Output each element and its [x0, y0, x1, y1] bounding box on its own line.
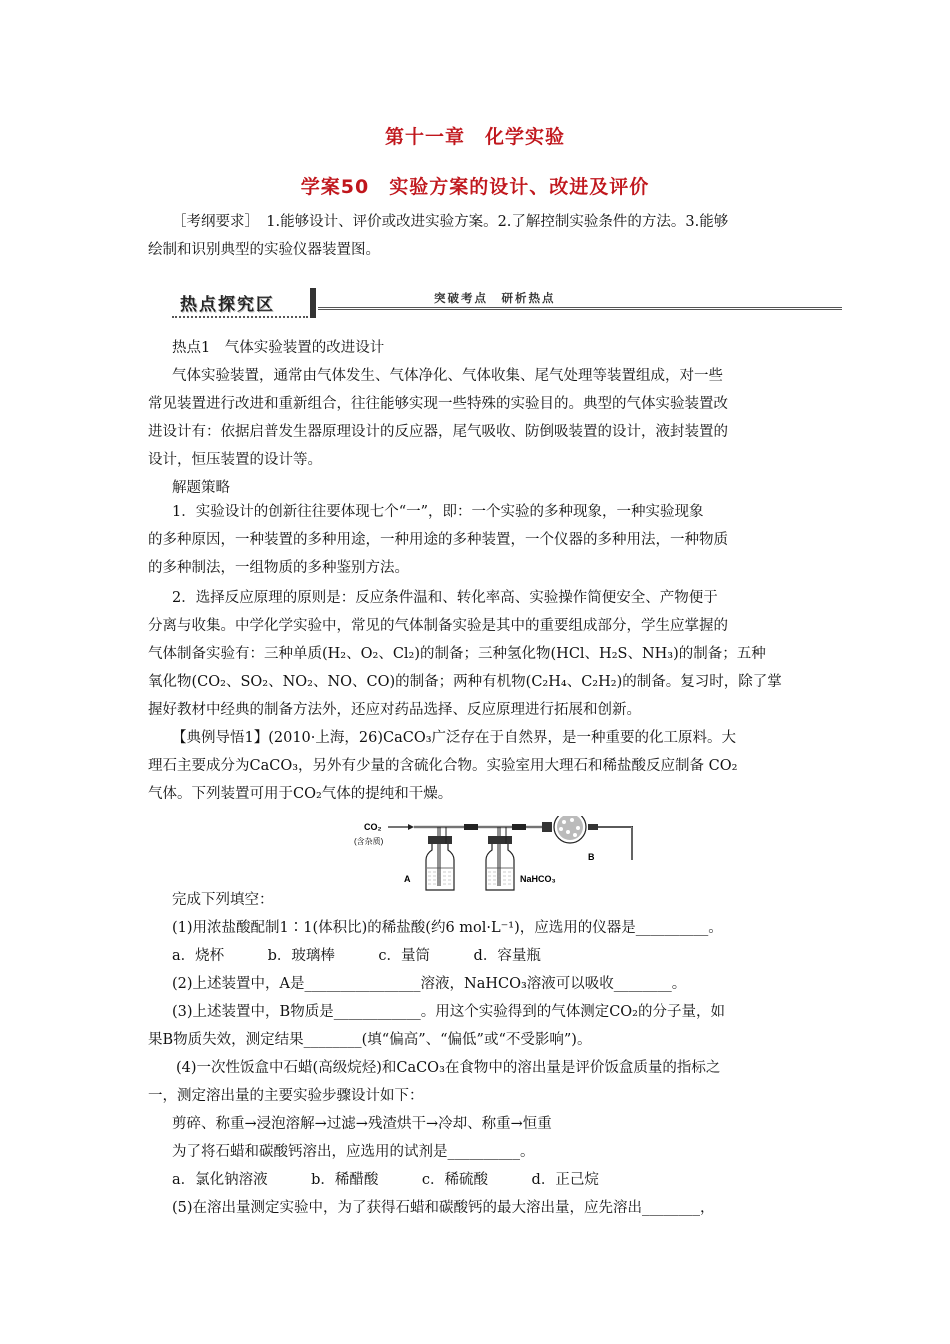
question-5: (5)在溶出量测定实验中，为了获得石蜡和碳酸钙的最大溶出量，应先溶出________， — [172, 1200, 715, 1216]
question-1: (1)用浓盐酸配制1∶1(体积比)的稀盐酸(约6 mol·L⁻¹)，应选用的仪器是__________。 — [172, 920, 723, 936]
banner-rule — [318, 307, 842, 310]
diagram-label-co2: CO₂ — [364, 822, 382, 832]
question-intro: 完成下列填空： — [172, 892, 274, 908]
question-4-options: a．氯化钠溶液 b．稀醋酸 c．稀硫酸 d．正己烷 — [172, 1172, 599, 1188]
question-3-line-1: (3)上述装置中，B物质是____________。用这个实验得到的气体测定CO₂的分子量，如 — [172, 1004, 725, 1020]
apparatus-diagram — [342, 816, 642, 892]
banner-divider-bar — [310, 288, 316, 318]
strategy-1-line-3: 的多种制法，一组物质的多种鉴别方法。 — [148, 560, 409, 576]
hotspot-body-line-1: 气体实验装置，通常由气体发生、气体净化、气体收集、尾气处理等装置组成，对一些 — [172, 368, 723, 384]
question-3-line-2: 果B物质失效，测定结果________(填“偏高”、“偏低”或“不受影响”)。 — [148, 1032, 592, 1048]
chapter-title: 第十一章 化学实验 — [384, 126, 565, 148]
strategy-1-line-2: 的多种原因，一种装置的多种用途，一种用途的多种装置，一个仪器的多种用法，一种物质 — [148, 532, 728, 548]
section-banner — [172, 288, 842, 322]
strategy-2-line-3: 气体制备实验有：三种单质(H₂、O₂、Cl₂)的制备；三种氢化物(HCl、H₂S、NH₃)的制备；五种 — [148, 646, 766, 662]
drying-bulb-b — [542, 816, 632, 860]
question-4-line-2: 一，测定溶出量的主要实验步骤设计如下： — [148, 1088, 424, 1104]
banner-subtitle: 突破考点 研析热点 — [430, 290, 560, 306]
requirements-line-2: 绘制和识别典型的实验仪器装置图。 — [148, 242, 380, 258]
hotspot-heading: 热点1 气体实验装置的改进设计 — [172, 340, 385, 356]
inlet-tube-a — [438, 827, 440, 886]
hotspot-body-line-4: 设计，恒压装置的设计等。 — [148, 452, 322, 468]
inlet-tube-b — [498, 827, 500, 886]
lesson-title: 学案50 实验方案的设计、改进及评价 — [300, 176, 650, 198]
strategy-2-line-2: 分离与收集。中学化学实验中，常见的气体制备实验是其中的重要组成部分，学生应掌握的 — [148, 618, 728, 634]
strategy-heading: 解题策略 — [172, 480, 230, 496]
banner-title: 热点探究区 — [180, 295, 275, 315]
diagram-label-a: A — [404, 874, 411, 884]
arrow-head — [408, 824, 414, 830]
question-4-prompt: 为了将石蜡和碳酸钙溶出，应选用的试剂是__________。 — [172, 1144, 535, 1160]
question-4-steps: 剪碎、称重→浸泡溶解→过滤→残渣烘干→冷却、称重→恒重 — [172, 1116, 552, 1132]
hotspot-body-line-2: 常见装置进行改进和重新组合，往往能够实现一些特殊的实验目的。典型的气体实验装置改 — [148, 396, 728, 412]
rubber-joint — [512, 824, 526, 830]
rubber-joint — [464, 824, 478, 830]
strategy-1-line-1: 1．实验设计的创新往往要体现七个“一”，即：一个实验的多种现象，一种实验现象 — [172, 504, 704, 520]
diagram-label-nahco3: NaHCO₃ — [520, 874, 556, 884]
hotspot-body-line-3: 进设计有：依据启普发生器原理设计的反应器，尾气吸收、防倒吸装置的设计，液封装置的 — [148, 424, 728, 440]
example-line-2: 理石主要成分为CaCO₃，另外有少量的含硫化合物。实验室用大理石和稀盐酸反应制备 CO₂ — [148, 758, 738, 774]
diagram-label-impurity: (含杂质) — [354, 837, 384, 846]
question-2: (2)上述装置中，A是________________溶液，NaHCO₃溶液可以吸收________。 — [172, 976, 687, 992]
question-1-options: a．烧杯 b．玻璃棒 c．量筒 d．容量瓶 — [172, 948, 541, 964]
question-4-line-1: (4)一次性饭盒中石蜡(高级烷烃)和CaCO₃在食物中的溶出量是评价饭盒质量的指标之 — [176, 1060, 721, 1076]
requirements-line-1: ［考纲要求］ 1.能够设计、评价或改进实验方案。2.了解控制实验条件的方法。3.能够 — [172, 214, 729, 230]
strategy-2-line-1: 2．选择反应原理的原则是：反应条件温和、转化率高、实验操作简便安全、产物便于 — [172, 590, 718, 606]
strategy-2-line-5: 握好教材中经典的制备方法外，还应对药品选择、反应原理进行拓展和创新。 — [148, 702, 641, 718]
example-line-1: 【典例导悟1】(2010·上海，26)CaCO₃广泛存在于自然界，是一种重要的化工原料。大 — [172, 730, 737, 746]
example-line-3: 气体。下列装置可用于CO₂气体的提纯和干燥。 — [148, 786, 453, 802]
strategy-2-line-4: 氧化物(CO₂、SO₂、NO₂、NO、CO)的制备；两种有机物(C₂H₄、C₂H₂)的制备。复习时，除了掌 — [148, 674, 782, 690]
diagram-label-b: B — [588, 852, 595, 862]
